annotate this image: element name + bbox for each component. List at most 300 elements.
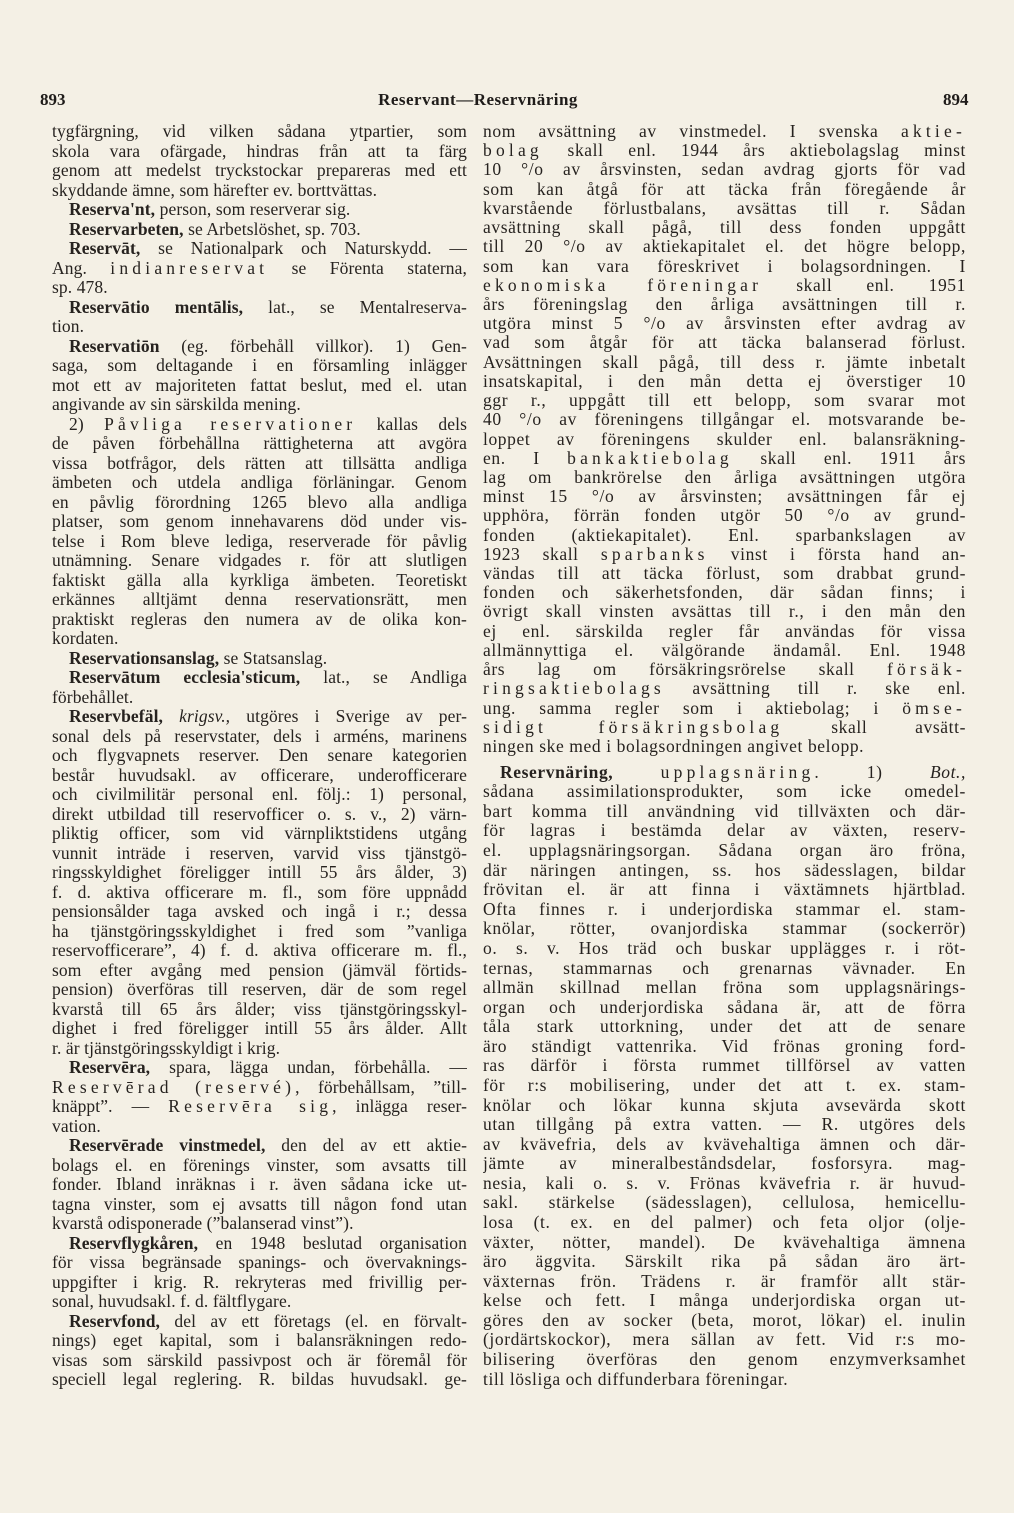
text-line <box>483 487 966 506</box>
text-line <box>52 668 467 688</box>
text-run: Ofta finnes r. i underjordiska stammar el. stam- <box>483 899 966 919</box>
text-run: till lösliga och diffunderbara föreningar. <box>483 1369 789 1389</box>
text-line <box>52 1000 467 1020</box>
text-line <box>483 1291 966 1311</box>
text-line <box>52 980 467 1000</box>
text-line <box>483 782 966 802</box>
text-line <box>483 564 966 583</box>
text-line <box>483 622 966 641</box>
text-run: göres den av socker (beta, morot, lökar) el. inulin <box>483 1310 966 1330</box>
text-line <box>52 629 467 649</box>
text-line <box>52 395 467 415</box>
text-run: skola vara ofärgade, hindras från att ta färg <box>52 141 467 161</box>
text-line <box>483 257 966 276</box>
text-line <box>483 141 966 160</box>
text-run: faktiskt gälla alla kyrkliga ämbeten. Teoretiskt <box>52 570 467 590</box>
text-line <box>483 468 966 487</box>
text-line <box>52 473 467 493</box>
text-run: vunnit inträde i reserven, varvid viss tjänstgö- <box>52 843 467 863</box>
text-run: som kan åtgå för att täcka från föregående år <box>483 179 966 199</box>
text-run: pensionsålder taga avsked och ingå i r.; dessa <box>52 902 467 921</box>
text-line <box>52 746 467 766</box>
text-run: förbehållet. <box>52 687 134 707</box>
text-run: minst 15 °/o av årsvinsten; avsättningen får ej <box>483 487 966 507</box>
text-line <box>52 902 467 922</box>
text-line <box>483 939 966 959</box>
text-run: sådana assimilationsprodukter, som icke omedel- <box>483 782 966 802</box>
text-run: sp. 478. <box>52 278 108 297</box>
text-line <box>52 1175 467 1195</box>
text-line <box>52 415 467 435</box>
spaced-term: ömse- <box>902 698 966 718</box>
text-line <box>483 1330 966 1350</box>
text-run: erkännes alltjämt denna reservationsrätt, men <box>52 590 467 609</box>
text-run: . 1) <box>814 762 930 782</box>
text-run: sonal, huvudsakl. f. d. fältflygare. <box>52 1292 292 1311</box>
spaced-term: Reservēra sig <box>168 1097 333 1116</box>
text-run: ej enl. särskilda regler får användas för vissa <box>483 621 966 641</box>
text-line <box>483 122 966 141</box>
text-run: tygfärgning, vid vilken sådana ytpartier, som <box>52 122 467 141</box>
text-run: losa (t. ex. en del palmer) och feta oljor (olje- <box>483 1213 966 1233</box>
paragraph <box>52 200 467 220</box>
text-line <box>52 961 467 981</box>
text-line <box>483 199 966 218</box>
text-run: en påvlig förordning 1265 blevo alla andliga <box>52 492 467 512</box>
text-line <box>52 844 467 864</box>
text-line <box>483 506 966 525</box>
text-run: fonden (aktiekapitalet). Enl. sparbankslagen av <box>483 525 966 545</box>
text-run: vad som åtgår för att täcka balanserad förlust. <box>483 333 966 353</box>
paragraph <box>52 337 467 415</box>
text-line <box>52 181 467 201</box>
text-line <box>483 821 966 841</box>
text-line <box>483 1213 966 1233</box>
paragraph <box>52 1312 467 1390</box>
paragraph <box>52 122 467 200</box>
text-line <box>483 333 966 352</box>
text-run: består huvudsakl. av officerare, underofficerare <box>52 765 467 785</box>
text-run: angivande av sin särskilda mening. <box>52 395 301 414</box>
text-run: övrigt skall vinsten avsättas till r., i den mån den <box>483 602 966 622</box>
text-run: den del av ett aktie- <box>265 1136 467 1155</box>
text-run: en. I <box>483 448 568 468</box>
headword: Reservātio mentālis, <box>69 297 244 317</box>
text-line <box>52 863 467 883</box>
text-run: el. upplagsnäringsorgan. Sådana organ äro fröna, <box>483 841 966 861</box>
italic-term: krigsv., <box>179 707 231 726</box>
text-run: till 20 °/o av aktiekapitalet el. det högre belopp, <box>483 237 966 257</box>
text-run: fonden och säkerhetsfonden, där sådan finns; i <box>483 583 966 603</box>
paragraph <box>52 239 467 298</box>
text-run: 40 °/o av föreningens tillgångar el. motsvarande be- <box>483 410 966 430</box>
text-run: ggr r., uppgått till ett belopp, som svarar mot <box>483 391 966 411</box>
text-line <box>52 785 467 805</box>
spaced-term: bolag <box>483 141 543 161</box>
text-line <box>483 353 966 372</box>
paragraph <box>52 1234 467 1312</box>
text-run: reservofficerare”, 4) f. d. aktiva officerare m. fl., <box>52 941 467 960</box>
text-run: och flygvapnets reserver. Den senare kategorien <box>52 746 467 765</box>
text-line <box>483 1370 966 1390</box>
text-line <box>52 356 467 376</box>
text-line <box>52 259 467 279</box>
text-run: jämte av mineralbeståndsdelar, fosforsyra. mag- <box>483 1154 966 1174</box>
text-line <box>483 430 966 449</box>
text-run: tagna vinster, som ej avsatts till någon fond utan <box>52 1194 467 1214</box>
text-line <box>52 590 467 610</box>
text-line <box>52 200 467 220</box>
text-run: insatskapital, i den mån detta ej överstiger 10 <box>483 371 966 391</box>
text-line <box>52 1292 467 1312</box>
text-line <box>483 1174 966 1194</box>
text-line <box>52 298 467 318</box>
text-run: mot ett av majoriteten fattat beslut, med el. utan <box>52 375 467 395</box>
text-line <box>52 220 467 240</box>
text-line <box>52 122 467 142</box>
text-line <box>483 1076 966 1096</box>
text-line <box>52 1078 467 1098</box>
headword: Reservarbeten, <box>69 219 184 239</box>
text-run: , förbehållsam, ”till- <box>295 1077 467 1097</box>
text-run: avsättning till r. ske enl. <box>664 679 966 699</box>
text-line <box>483 1193 966 1213</box>
spaced-term: ekonomiska föreningar <box>483 275 763 295</box>
text-line <box>483 295 966 314</box>
text-run: vinst i första hand an- <box>708 544 966 564</box>
text-run: bolags el. en förenings vinster, som avsatts till <box>52 1155 467 1175</box>
text-run: nesia, kali o. s. v. Frönas kvävefria r. är huvud- <box>483 1173 966 1193</box>
text-run: för lagras i bestämda delar av växten, reserv- <box>483 821 966 841</box>
text-line <box>52 824 467 844</box>
text-line <box>52 376 467 396</box>
text-run: f. d. aktiva officerare m. fl., som före uppnådd <box>52 882 467 902</box>
text-line <box>483 1115 966 1135</box>
text-line <box>483 1135 966 1155</box>
text-run: skall avsätt- <box>783 717 966 737</box>
text-line <box>52 649 467 669</box>
headword: Reservēra, <box>69 1058 151 1077</box>
text-run: se Nationalpark och Naturskydd. — <box>140 239 467 258</box>
text-line <box>52 1019 467 1039</box>
text-line <box>52 1136 467 1156</box>
text-line <box>52 434 467 454</box>
text-run: och civilmilitär personal enl. följ.: 1) personal, <box>52 785 467 804</box>
text-run: kvarstå till 65 års ålder; viss tjänstgöringsskyl- <box>52 999 467 1019</box>
text-line <box>52 532 467 552</box>
text-line <box>52 941 467 961</box>
text-line <box>52 883 467 903</box>
paragraph <box>52 415 467 649</box>
text-line <box>483 861 966 881</box>
text-line <box>52 1331 467 1351</box>
text-run: tåla stark uttorkning, under det att de senare <box>483 1017 966 1037</box>
text-run: person, som reserverar sig. <box>155 200 351 219</box>
text-line <box>483 660 966 679</box>
text-run: genom att medelst tryckstockar prepareras med ett <box>52 161 467 180</box>
text-line <box>483 1272 966 1292</box>
text-run: allmännyttiga el. välgörande ändamål. Enl. 1948 <box>483 640 966 660</box>
text-run: vissa botfrågor, dels rätten att tillsätta andliga <box>52 453 467 473</box>
text-line <box>52 551 467 571</box>
text-line <box>483 1096 966 1116</box>
paragraph <box>52 707 467 1058</box>
text-line <box>52 922 467 942</box>
text-line <box>52 688 467 708</box>
text-run: skyddande ämne, som härefter ev. borttvättas. <box>52 180 378 200</box>
text-run: där näringen antingen, ss. hos sädesslagen, bildar <box>483 860 966 880</box>
text-line <box>483 802 966 822</box>
spaced-term: sparbanks <box>600 544 709 564</box>
text-line <box>52 1097 467 1117</box>
spaced-term: Påvliga reservationer <box>104 414 357 434</box>
text-run: de påven förbehållna rättigheterna att avgöra <box>52 434 467 453</box>
text-line <box>483 218 966 237</box>
text-run: en 1948 beslutad organisation <box>198 1233 467 1253</box>
text-line <box>483 737 966 756</box>
text-line <box>483 900 966 920</box>
text-run: ringsskyldighet föreligger intill 55 års ålder, 3) <box>52 863 467 882</box>
text-line <box>483 391 966 410</box>
paragraph <box>52 298 467 337</box>
text-run: nom avsättning av vinstmedel. I svenska <box>483 122 901 141</box>
spaced-term: försäk- <box>887 660 966 680</box>
text-line <box>52 161 467 181</box>
headword: Reservationsanslag, <box>69 648 220 668</box>
text-line <box>52 1117 467 1137</box>
headword: Reservātum ecclesia'sticum, <box>69 668 301 687</box>
headword: Reservērade vinstmedel, <box>69 1136 266 1155</box>
text-run: äro äggvita. Särskilt rika på sådan äro ärt- <box>483 1252 966 1272</box>
text-run: kallas dels <box>356 414 467 434</box>
text-run: sakl. stärkelse (sädesslagen), cellulosa, hemicellu- <box>483 1193 966 1213</box>
text-line <box>52 571 467 591</box>
text-run: knölar, rötter, ovanjordiska stammar (sockerrör) <box>483 919 966 939</box>
spaced-term: indianreservat <box>110 258 269 278</box>
text-run: års lag om försäkringsrörelse skall <box>483 660 888 680</box>
text-line <box>52 142 467 162</box>
text-line <box>483 410 966 429</box>
spaced-term: bankaktiebolag <box>567 448 733 468</box>
paragraph <box>52 1136 467 1234</box>
text-run: skall enl. 1911 års <box>732 448 966 468</box>
text-line <box>52 1351 467 1371</box>
text-line <box>483 641 966 660</box>
text-line <box>483 180 966 199</box>
headword: Reservfond, <box>69 1311 161 1331</box>
text-run: tion. <box>52 317 85 336</box>
text-line <box>483 276 966 295</box>
text-line <box>483 763 966 783</box>
text-run: nings) eget kapital, som i balansräkningen redo- <box>52 1331 467 1350</box>
text-run: skall enl. 1951 <box>762 275 966 295</box>
text-run: bart komma till användning vid tillväxten och där- <box>483 801 966 821</box>
text-line <box>52 1312 467 1332</box>
text-line <box>483 959 966 979</box>
text-line <box>52 1370 467 1390</box>
text-line <box>52 1253 467 1273</box>
text-run: se Arbetslöshet, sp. 703. <box>183 219 361 239</box>
text-line <box>52 454 467 474</box>
text-line <box>483 449 966 468</box>
text-run: se Förenta staterna, <box>268 258 467 278</box>
text-run: fonder. Ibland inräknas i r. även sådana icke ut- <box>52 1175 467 1194</box>
headword: Reservāt, <box>69 239 141 258</box>
text-line <box>483 237 966 256</box>
text-line <box>483 679 966 698</box>
text-run: praktiskt regleras den numera av de olika kon- <box>52 609 467 629</box>
text-run: vändas till att täcka förlust, som drabbat grund- <box>483 564 966 584</box>
paragraph <box>483 122 966 756</box>
text-run: lat., se Andliga <box>300 668 467 687</box>
text-run: utan tillgång på extra vatten. — R. utgöres dels <box>483 1115 966 1135</box>
spaced-term: Reservērad (reservé) <box>52 1077 296 1097</box>
text-run: växternas frön. Trädens r. är framför allt stär- <box>483 1271 966 1291</box>
text-run: pension) överföras till reserven, där de som regel <box>52 980 467 999</box>
text-run: pliktig officer, som vid värnpliktstidens utgång <box>52 824 467 843</box>
text-run: telse i Rom bleve lediga, reserverade för påvlig <box>52 531 467 551</box>
text-line <box>483 841 966 861</box>
headword: Reservbefäl, <box>69 707 180 726</box>
text-line <box>52 278 467 298</box>
text-line <box>483 718 966 737</box>
spaced-term: upplagsnäring <box>660 762 815 782</box>
text-run: skall enl. 1944 års aktiebolagslag minst <box>542 141 966 161</box>
text-run: växter, nötter, mandel). De kvävehaltiga ämnena <box>483 1232 966 1252</box>
page-number-left: 893 <box>40 90 66 109</box>
text-line <box>483 583 966 602</box>
text-run: av kvävefria, dels av kvävehaltiga ämnen och där- <box>483 1134 966 1154</box>
paragraph <box>52 1058 467 1136</box>
text-line <box>52 317 467 337</box>
text-run: för r:s mobilisering, under det att t. ex. stam- <box>483 1075 966 1095</box>
text-line <box>52 512 467 532</box>
text-line <box>483 1037 966 1057</box>
text-line <box>483 314 966 333</box>
text-run: avsättning skall pågå, till dess fonden uppgått <box>483 218 966 238</box>
text-run: visas som särskild passivpost och är föremål för <box>52 1350 467 1370</box>
text-line <box>483 880 966 900</box>
text-line <box>52 610 467 630</box>
text-line <box>483 1350 966 1370</box>
text-run: ung. samma regler som i aktiebolag; i <box>483 698 903 718</box>
page-number-right: 894 <box>943 90 969 109</box>
text-run: , inlägga reser- <box>332 1097 467 1116</box>
text-line <box>52 337 467 357</box>
text-line <box>52 1156 467 1176</box>
text-line <box>483 602 966 621</box>
text-line <box>52 1234 467 1254</box>
text-line <box>483 699 966 718</box>
text-run: speciell legal reglering. R. bildas huvudsakl. ge- <box>52 1370 467 1389</box>
text-run: 2) <box>69 414 105 434</box>
text-run: utnämning. Senare vidgades r. för att slutligen <box>52 551 467 570</box>
text-line <box>52 1039 467 1059</box>
text-line <box>483 1056 966 1076</box>
text-run: r. är tjänstgöringsskyldigt i krig. <box>52 1038 281 1058</box>
text-run: utgöres i Sverige av per- <box>230 707 467 726</box>
text-run: vation. <box>52 1116 101 1136</box>
text-run: dighet i fred föreligger intill 55 års ålder. Allt <box>52 1019 467 1038</box>
text-run: frövitan el. är att finna i växtämnets hjärtblad. <box>483 880 966 900</box>
text-run: o. s. v. Hos träd och buskar upplägges r. i röt- <box>483 938 966 958</box>
text-line <box>52 707 467 727</box>
text-run: lat., se Mentalreserva- <box>243 297 467 317</box>
text-line <box>52 766 467 786</box>
text-run: ternas, stammarnas och grenarnas vävnader. En <box>483 958 966 978</box>
text-run: för vissa begränsade spanings- och övervaknings- <box>52 1253 467 1272</box>
text-run: kvarstå odisponerade (”balanserad vinst”). <box>52 1214 354 1233</box>
headword: Reservatiōn <box>69 336 160 356</box>
text-run: knäppt”. — <box>52 1097 169 1116</box>
italic-term: Bot., <box>929 762 966 782</box>
text-run: kelse och fett. I många underjordiska organ ut- <box>483 1291 966 1311</box>
text-run: års föreningslag den årliga avsättningen till r. <box>483 294 966 314</box>
text-line <box>52 1195 467 1215</box>
text-run: ningen ske med i bolagsordningen angivet belopp. <box>483 737 865 756</box>
text-column-left <box>52 122 467 1390</box>
text-run: sonal dels på reservstater, dels i arméns, marinens <box>52 726 467 746</box>
text-run: se Statsanslag. <box>219 648 328 668</box>
text-line <box>483 978 966 998</box>
text-run: som kan vara föreskrivet i bolagsordningen. I <box>483 256 966 276</box>
text-run: platser, som genom innehavarens död under vis- <box>52 512 467 531</box>
text-run: som efter avgång med pension (jämväl förtids- <box>52 960 467 980</box>
text-run: upphöra, förrän fonden utgör 50 °/o av grund- <box>483 506 966 526</box>
running-header <box>0 89 1014 111</box>
text-column-right <box>483 122 966 1389</box>
text-line <box>483 372 966 391</box>
text-run: organ och underjordiska sådana är, att de förra <box>483 997 966 1017</box>
text-run: 1923 skall <box>483 544 601 564</box>
paragraph <box>483 763 966 1390</box>
text-run: 10 °/o av årsvinsten, sedan avdrag gjorts för vad <box>483 160 966 180</box>
text-line <box>52 493 467 513</box>
text-run: ha tjänstgöringsskyldighet i fred som ”vanliga <box>52 921 467 941</box>
text-run: ras därför i första rummet tillförsel av vatten <box>483 1056 966 1076</box>
text-line <box>52 805 467 825</box>
text-line <box>52 1058 467 1078</box>
text-run: utgöra minst 5 °/o av årsvinsten efter avdrag av <box>483 314 966 334</box>
headword: Reservnäring, <box>500 762 661 782</box>
text-line <box>483 1017 966 1037</box>
spaced-term: ringsaktiebolags <box>483 679 665 699</box>
text-run: Avsättningen skall pågå, till dess r. jämte inbetalt <box>483 352 966 372</box>
text-line <box>52 1214 467 1234</box>
text-run: äro ständigt vattenrika. Vid frönas groning ford- <box>483 1036 966 1056</box>
paragraph <box>52 220 467 240</box>
spaced-term: aktie- <box>900 122 966 141</box>
running-title: Reservant—Reservnäring <box>378 90 578 109</box>
text-line <box>483 919 966 939</box>
text-line <box>483 160 966 179</box>
text-run: saga, som deltagande i en församling inlägger <box>52 356 467 375</box>
text-run: (eg. förbehåll villkor). 1) Gen- <box>159 336 467 356</box>
text-run: ämbeten och utdela andliga förläningar. Genom <box>52 473 467 492</box>
text-line <box>52 1273 467 1293</box>
text-line <box>483 1252 966 1272</box>
text-run: kvarstående förlustbalans, avsättas till r. Sådan <box>483 198 966 218</box>
text-run: (jordärtskockor), mera sällan av fett. Vid r:s mo- <box>483 1330 966 1350</box>
text-line <box>52 727 467 747</box>
paragraph <box>52 668 467 707</box>
headword: Reservflygkåren, <box>69 1233 199 1253</box>
text-run: lag om bankrörelse den årliga avsättningen utgöra <box>483 467 966 487</box>
text-line <box>483 545 966 564</box>
text-line <box>483 998 966 1018</box>
spaced-term: sidigt försäkringsbolag <box>483 717 784 737</box>
headword: Reserva'nt, <box>69 200 156 219</box>
